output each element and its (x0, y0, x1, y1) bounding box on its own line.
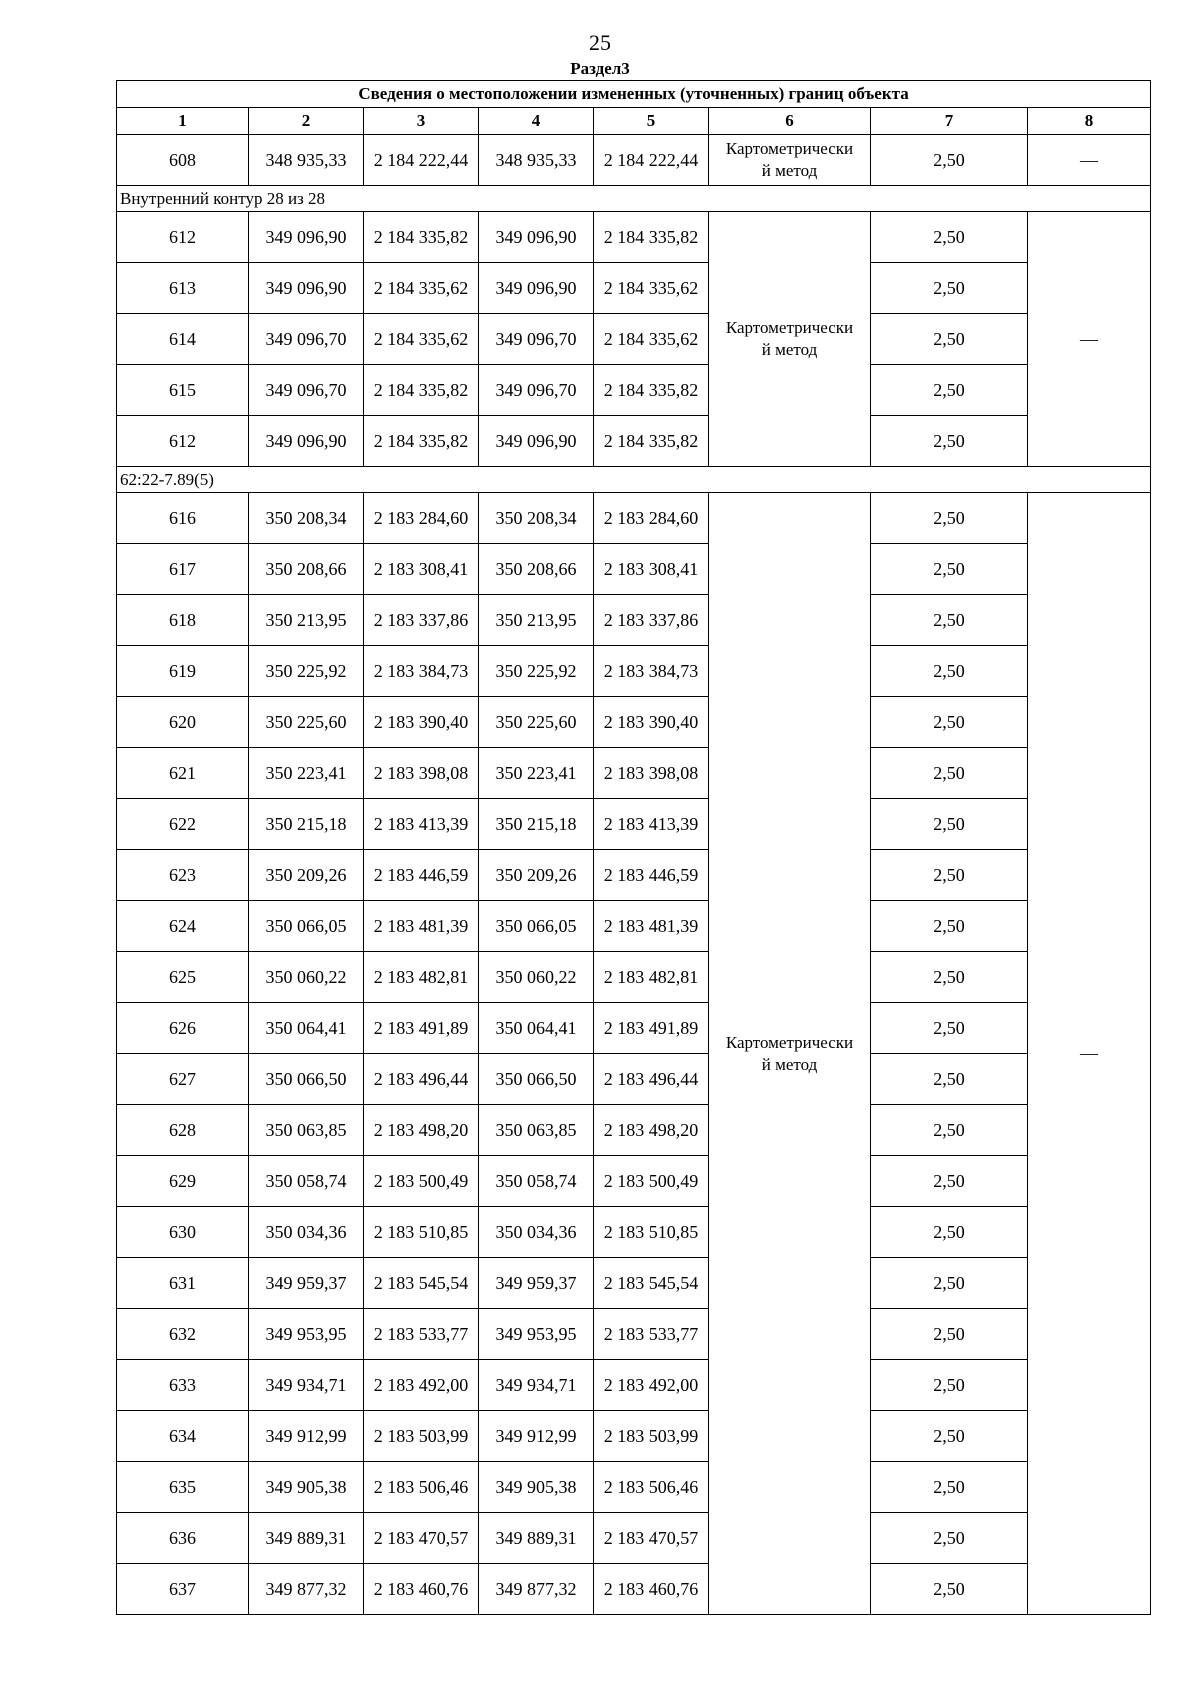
x-old: 350 063,85 (249, 1105, 364, 1156)
y-new: 2 183 503,99 (594, 1411, 709, 1462)
point-number: 622 (117, 799, 249, 850)
y-old: 2 184 222,44 (364, 135, 479, 186)
x-old: 350 060,22 (249, 952, 364, 1003)
table-heading: Сведения о местоположении измененных (уточненных) границ объекта (117, 81, 1151, 108)
table-row (117, 1462, 1151, 1513)
x-new: 348 935,33 (479, 135, 594, 186)
x-old: 349 096,90 (249, 212, 364, 263)
y-new: 2 183 398,08 (594, 748, 709, 799)
point-number: 618 (117, 595, 249, 646)
y-old: 2 184 335,82 (364, 365, 479, 416)
point-number: 625 (117, 952, 249, 1003)
point-number: 612 (117, 416, 249, 467)
y-new: 2 183 413,39 (594, 799, 709, 850)
x-old: 349 912,99 (249, 1411, 364, 1462)
table-row (117, 493, 1151, 544)
table-row (117, 1258, 1151, 1309)
accuracy: 2,50 (871, 595, 1028, 646)
section-title: Раздел3 (570, 59, 630, 78)
accuracy: 2,50 (871, 1411, 1028, 1462)
y-old: 2 183 498,20 (364, 1105, 479, 1156)
note: — (1028, 135, 1151, 186)
x-old: 350 209,26 (249, 850, 364, 901)
accuracy: 2,50 (871, 799, 1028, 850)
table-row (117, 1156, 1151, 1207)
x-new: 349 934,71 (479, 1360, 594, 1411)
point-number: 637 (117, 1564, 249, 1615)
accuracy: 2,50 (871, 365, 1028, 416)
y-old: 2 183 470,57 (364, 1513, 479, 1564)
point-number: 635 (117, 1462, 249, 1513)
point-number: 619 (117, 646, 249, 697)
x-new: 349 096,70 (479, 314, 594, 365)
group-label: 62:22-7.89(5) (117, 467, 1151, 493)
point-number: 616 (117, 493, 249, 544)
y-new: 2 183 284,60 (594, 493, 709, 544)
x-old: 350 064,41 (249, 1003, 364, 1054)
y-new: 2 183 506,46 (594, 1462, 709, 1513)
y-new: 2 184 335,62 (594, 314, 709, 365)
table-row (117, 1513, 1151, 1564)
y-old: 2 183 384,73 (364, 646, 479, 697)
table-row (117, 646, 1151, 697)
accuracy: 2,50 (871, 1258, 1028, 1309)
y-old: 2 183 506,46 (364, 1462, 479, 1513)
point-number: 626 (117, 1003, 249, 1054)
point-number: 629 (117, 1156, 249, 1207)
point-number: 631 (117, 1258, 249, 1309)
table-row (117, 263, 1151, 314)
x-old: 349 953,95 (249, 1309, 364, 1360)
x-old: 350 208,34 (249, 493, 364, 544)
x-old: 350 225,92 (249, 646, 364, 697)
table-row (117, 850, 1151, 901)
x-old: 349 096,70 (249, 365, 364, 416)
table-row (117, 544, 1151, 595)
accuracy: 2,50 (871, 952, 1028, 1003)
point-number: 630 (117, 1207, 249, 1258)
table-row (117, 1309, 1151, 1360)
y-old: 2 183 482,81 (364, 952, 479, 1003)
x-new: 349 953,95 (479, 1309, 594, 1360)
y-new: 2 183 470,57 (594, 1513, 709, 1564)
accuracy: 2,50 (871, 1564, 1028, 1615)
accuracy: 2,50 (871, 263, 1028, 314)
y-old: 2 184 335,82 (364, 416, 479, 467)
point-number: 624 (117, 901, 249, 952)
table-row (117, 1564, 1151, 1615)
accuracy: 2,50 (871, 1003, 1028, 1054)
column-number: 7 (871, 108, 1028, 135)
group-label: Внутренний контур 28 из 28 (117, 186, 1151, 212)
x-new: 350 034,36 (479, 1207, 594, 1258)
table-row (117, 748, 1151, 799)
column-number: 1 (117, 108, 249, 135)
x-old: 350 225,60 (249, 697, 364, 748)
point-number: 621 (117, 748, 249, 799)
accuracy: 2,50 (871, 748, 1028, 799)
point-number: 627 (117, 1054, 249, 1105)
accuracy: 2,50 (871, 1156, 1028, 1207)
y-old: 2 183 337,86 (364, 595, 479, 646)
y-new: 2 183 498,20 (594, 1105, 709, 1156)
x-new: 349 905,38 (479, 1462, 594, 1513)
point-number: 612 (117, 212, 249, 263)
x-new: 350 066,05 (479, 901, 594, 952)
accuracy: 2,50 (871, 646, 1028, 697)
table-row (117, 1105, 1151, 1156)
table-row (117, 416, 1151, 467)
x-new: 350 209,26 (479, 850, 594, 901)
table-row (117, 799, 1151, 850)
y-old: 2 183 413,39 (364, 799, 479, 850)
table-row (117, 365, 1151, 416)
x-new: 349 096,70 (479, 365, 594, 416)
accuracy: 2,50 (871, 850, 1028, 901)
x-new: 349 096,90 (479, 212, 594, 263)
accuracy: 2,50 (871, 1054, 1028, 1105)
x-new: 349 912,99 (479, 1411, 594, 1462)
y-old: 2 183 284,60 (364, 493, 479, 544)
column-number-row (117, 108, 1151, 135)
x-old: 349 096,70 (249, 314, 364, 365)
y-new: 2 183 500,49 (594, 1156, 709, 1207)
x-old: 350 066,05 (249, 901, 364, 952)
column-number: 6 (709, 108, 871, 135)
column-number: 8 (1028, 108, 1151, 135)
table-row (117, 901, 1151, 952)
x-new: 350 208,66 (479, 544, 594, 595)
point-number: 632 (117, 1309, 249, 1360)
accuracy: 2,50 (871, 901, 1028, 952)
y-old: 2 183 492,00 (364, 1360, 479, 1411)
y-old: 2 183 308,41 (364, 544, 479, 595)
y-old: 2 183 446,59 (364, 850, 479, 901)
x-old: 349 096,90 (249, 263, 364, 314)
table-row (117, 1360, 1151, 1411)
y-new: 2 184 335,82 (594, 212, 709, 263)
y-new: 2 183 492,00 (594, 1360, 709, 1411)
y-old: 2 184 335,62 (364, 263, 479, 314)
y-new: 2 183 337,86 (594, 595, 709, 646)
accuracy: 2,50 (871, 314, 1028, 365)
column-number: 3 (364, 108, 479, 135)
accuracy: 2,50 (871, 1360, 1028, 1411)
x-new: 350 225,60 (479, 697, 594, 748)
group-label-row (117, 186, 1151, 212)
point-number: 636 (117, 1513, 249, 1564)
x-new: 349 959,37 (479, 1258, 594, 1309)
y-new: 2 183 384,73 (594, 646, 709, 697)
accuracy: 2,50 (871, 1513, 1028, 1564)
y-old: 2 183 390,40 (364, 697, 479, 748)
y-new: 2 184 335,82 (594, 365, 709, 416)
x-old: 348 935,33 (249, 135, 364, 186)
y-old: 2 184 335,82 (364, 212, 479, 263)
y-old: 2 184 335,62 (364, 314, 479, 365)
y-new: 2 183 482,81 (594, 952, 709, 1003)
y-old: 2 183 500,49 (364, 1156, 479, 1207)
x-new: 350 213,95 (479, 595, 594, 646)
accuracy: 2,50 (871, 1105, 1028, 1156)
x-new: 350 208,34 (479, 493, 594, 544)
y-new: 2 183 460,76 (594, 1564, 709, 1615)
accuracy: 2,50 (871, 1207, 1028, 1258)
x-old: 350 223,41 (249, 748, 364, 799)
point-number: 633 (117, 1360, 249, 1411)
accuracy: 2,50 (871, 1462, 1028, 1513)
x-new: 350 063,85 (479, 1105, 594, 1156)
method: Картометрически й метод (709, 212, 871, 467)
accuracy: 2,50 (871, 135, 1028, 186)
point-number: 613 (117, 263, 249, 314)
x-new: 349 889,31 (479, 1513, 594, 1564)
y-new: 2 183 308,41 (594, 544, 709, 595)
point-number: 608 (117, 135, 249, 186)
y-old: 2 183 491,89 (364, 1003, 479, 1054)
point-number: 628 (117, 1105, 249, 1156)
table-row (117, 697, 1151, 748)
boundary-table (116, 80, 1151, 1615)
accuracy: 2,50 (871, 544, 1028, 595)
point-number: 617 (117, 544, 249, 595)
column-number: 5 (594, 108, 709, 135)
note: — (1028, 493, 1151, 1615)
y-old: 2 183 496,44 (364, 1054, 479, 1105)
accuracy: 2,50 (871, 697, 1028, 748)
table-row (117, 1003, 1151, 1054)
method: Картометрически й метод (709, 493, 871, 1615)
x-old: 350 034,36 (249, 1207, 364, 1258)
x-new: 349 096,90 (479, 416, 594, 467)
x-old: 350 208,66 (249, 544, 364, 595)
y-old: 2 183 545,54 (364, 1258, 479, 1309)
y-new: 2 184 335,82 (594, 416, 709, 467)
table-row (117, 1207, 1151, 1258)
point-number: 615 (117, 365, 249, 416)
y-old: 2 183 481,39 (364, 901, 479, 952)
column-number: 2 (249, 108, 364, 135)
table-row (117, 595, 1151, 646)
table-row (117, 952, 1151, 1003)
table-heading-row (117, 81, 1151, 108)
x-old: 350 213,95 (249, 595, 364, 646)
group-label-row (117, 467, 1151, 493)
accuracy: 2,50 (871, 212, 1028, 263)
x-new: 350 223,41 (479, 748, 594, 799)
x-new: 350 058,74 (479, 1156, 594, 1207)
column-number: 4 (479, 108, 594, 135)
y-old: 2 183 510,85 (364, 1207, 479, 1258)
y-old: 2 183 503,99 (364, 1411, 479, 1462)
y-new: 2 183 446,59 (594, 850, 709, 901)
y-new: 2 183 496,44 (594, 1054, 709, 1105)
y-old: 2 183 460,76 (364, 1564, 479, 1615)
accuracy: 2,50 (871, 1309, 1028, 1360)
x-old: 350 058,74 (249, 1156, 364, 1207)
table-row (117, 1054, 1151, 1105)
x-new: 350 064,41 (479, 1003, 594, 1054)
y-new: 2 183 481,39 (594, 901, 709, 952)
y-old: 2 183 533,77 (364, 1309, 479, 1360)
x-old: 349 889,31 (249, 1513, 364, 1564)
y-new: 2 184 222,44 (594, 135, 709, 186)
point-number: 634 (117, 1411, 249, 1462)
y-new: 2 183 510,85 (594, 1207, 709, 1258)
point-number: 620 (117, 697, 249, 748)
page-number: 25 (589, 30, 611, 55)
x-new: 349 877,32 (479, 1564, 594, 1615)
x-new: 350 225,92 (479, 646, 594, 697)
y-old: 2 183 398,08 (364, 748, 479, 799)
x-old: 350 066,50 (249, 1054, 364, 1105)
accuracy: 2,50 (871, 493, 1028, 544)
accuracy: 2,50 (871, 416, 1028, 467)
note: — (1028, 212, 1151, 467)
x-new: 350 060,22 (479, 952, 594, 1003)
point-number: 623 (117, 850, 249, 901)
x-new: 350 066,50 (479, 1054, 594, 1105)
x-old: 350 215,18 (249, 799, 364, 850)
x-old: 349 096,90 (249, 416, 364, 467)
x-old: 349 934,71 (249, 1360, 364, 1411)
table-row (117, 135, 1151, 186)
y-new: 2 183 491,89 (594, 1003, 709, 1054)
method: Картометрически й метод (709, 135, 871, 186)
table-row (117, 1411, 1151, 1462)
table-row (117, 212, 1151, 263)
y-new: 2 183 390,40 (594, 697, 709, 748)
x-new: 350 215,18 (479, 799, 594, 850)
y-new: 2 183 533,77 (594, 1309, 709, 1360)
y-new: 2 183 545,54 (594, 1258, 709, 1309)
table-row (117, 314, 1151, 365)
x-old: 349 905,38 (249, 1462, 364, 1513)
y-new: 2 184 335,62 (594, 263, 709, 314)
x-old: 349 959,37 (249, 1258, 364, 1309)
point-number: 614 (117, 314, 249, 365)
x-new: 349 096,90 (479, 263, 594, 314)
x-old: 349 877,32 (249, 1564, 364, 1615)
